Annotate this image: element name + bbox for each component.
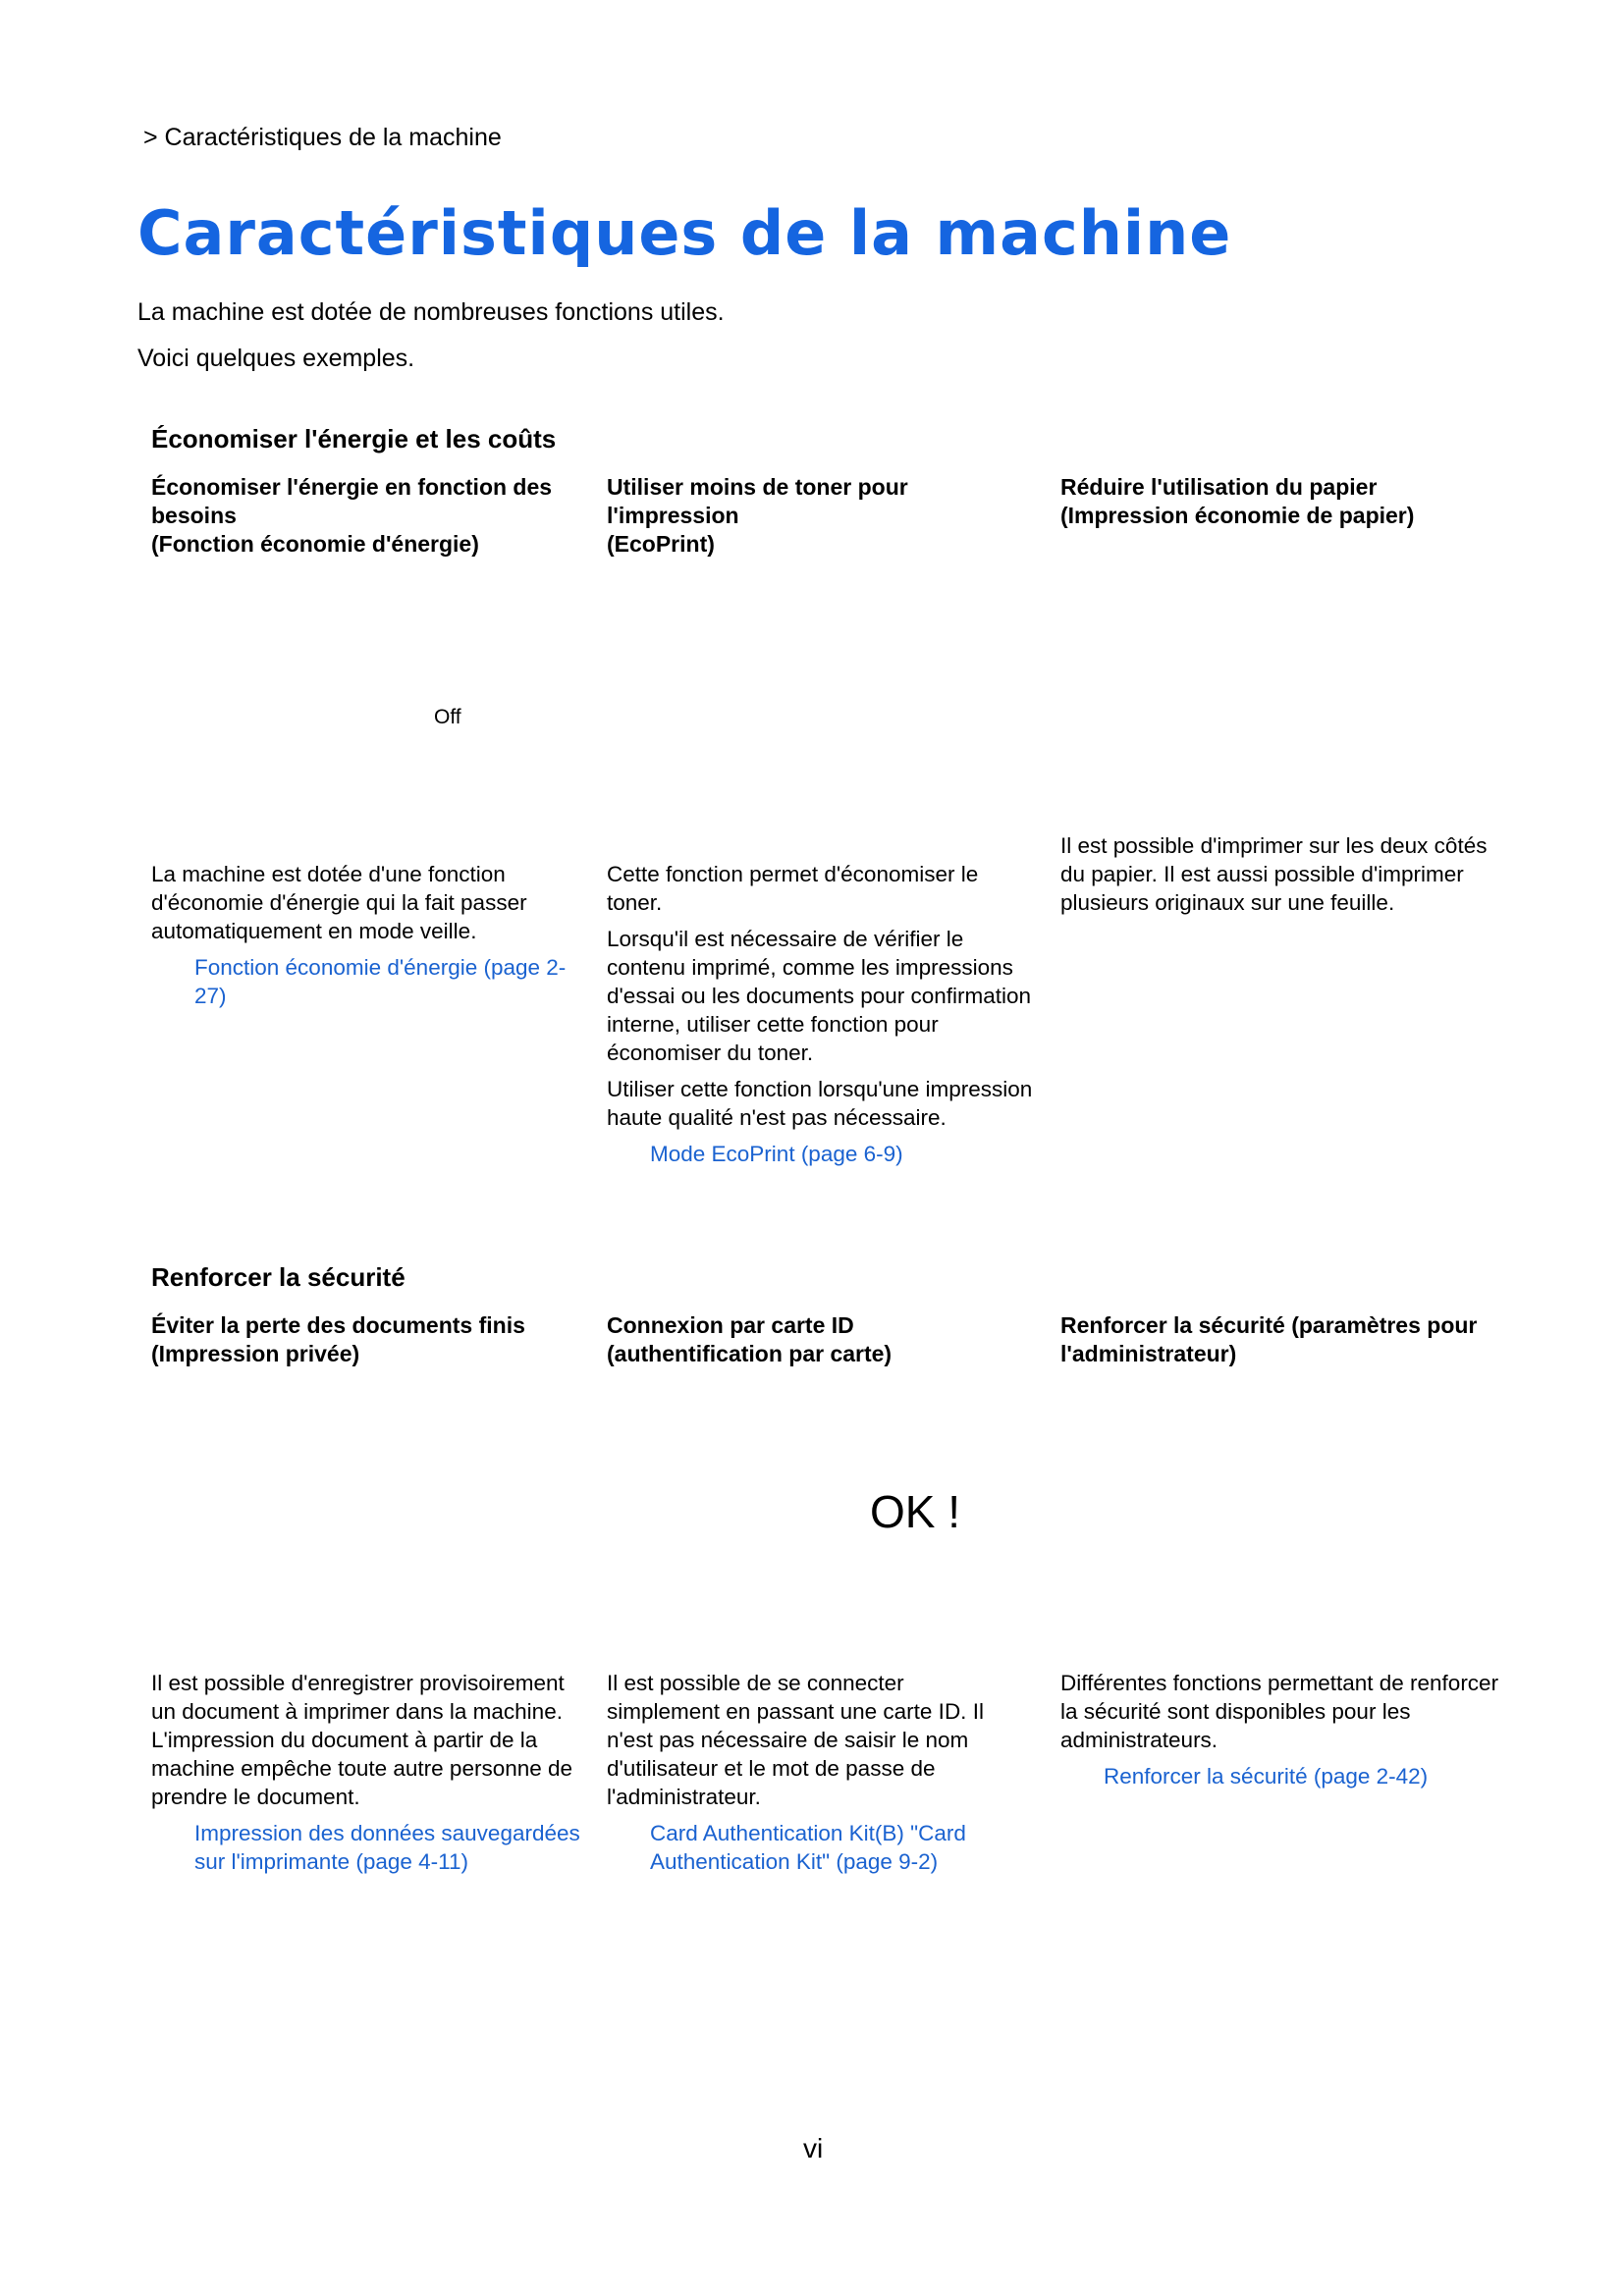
column-paragraph: La machine est dotée d'une fonction d'économie d'énergie qui la fait passer automatiquement en mode veille. xyxy=(151,862,527,943)
intro-line-2: Voici quelques exemples. xyxy=(137,345,415,372)
link-ecoprint-page[interactable]: Mode EcoPrint (page 6-9) xyxy=(650,1142,903,1166)
intro-line-1: La machine est dotée de nombreuses fonctions utiles. xyxy=(137,298,725,326)
column-card-login xyxy=(607,1311,1039,1368)
column-paragraph: Cette fonction permet d'économiser le toner. xyxy=(607,862,979,915)
column-admin-security-body xyxy=(1060,1669,1502,1790)
link-private-print-page[interactable]: Impression des données sauvegardées sur l'imprimante (page 4-11) xyxy=(194,1821,580,1874)
column-heading: Connexion par carte ID (authentification par carte) xyxy=(607,1312,893,1366)
page-title: Caractéristiques de la machine xyxy=(137,197,1232,269)
link-card-authentication-page[interactable]: Card Authentication Kit(B) "Card Authentication Kit" (page 9-2) xyxy=(650,1821,966,1874)
column-energy-saving xyxy=(151,473,583,559)
column-heading: Renforcer la sécurité (paramètres pour l'administrateur) xyxy=(1060,1312,1478,1366)
column-ecoprint xyxy=(607,473,1039,559)
column-paper-saving-body xyxy=(1060,831,1492,925)
column-ecoprint-body xyxy=(607,860,1039,1168)
column-private-print-body xyxy=(151,1669,583,1876)
column-paragraph: Différentes fonctions permettant de renforcer la sécurité sont disponibles pour les administrateurs. xyxy=(1060,1671,1499,1752)
page-number: vi xyxy=(803,2133,824,2163)
breadcrumb[interactable]: > Caractéristiques de la machine xyxy=(143,124,502,151)
link-admin-security-page[interactable]: Renforcer la sécurité (page 2-42) xyxy=(1104,1764,1429,1789)
illustration-label-off: Off xyxy=(434,706,461,728)
column-paper-saving xyxy=(1060,473,1492,530)
column-heading: Économiser l'énergie en fonction des besoins (Fonction économie d'énergie) xyxy=(151,474,553,557)
column-paragraph: Utiliser cette fonction lorsqu'une impression haute qualité n'est pas nécessaire. xyxy=(607,1077,1033,1130)
section-heading-security: Renforcer la sécurité xyxy=(151,1262,406,1292)
column-paragraph: Il est possible d'enregistrer provisoirement un document à imprimer dans la machine. L'impression du document à partir de la machine empêche toute autre personne de prendre le document. xyxy=(151,1671,573,1809)
column-admin-security xyxy=(1060,1311,1512,1368)
column-heading: Utiliser moins de toner pour l'impression (EcoPrint) xyxy=(607,474,908,557)
section-heading-energy: Économiser l'énergie et les coûts xyxy=(151,424,557,454)
column-paragraph: Il est possible d'imprimer sur les deux côtés du papier. Il est aussi possible d'imprimer plusieurs originaux sur une feuille. xyxy=(1060,833,1488,915)
column-private-print xyxy=(151,1311,583,1368)
link-energy-saving-page[interactable]: Fonction économie d'énergie (page 2-27) xyxy=(194,955,567,1008)
column-paragraph: Il est possible de se connecter simplement en passant une carte ID. Il n'est pas nécessaire de saisir le nom d'utilisateur et le mot de passe de l'administrateur. xyxy=(607,1671,984,1809)
column-heading: Éviter la perte des documents finis (Impression privée) xyxy=(151,1312,525,1366)
illustration-label-ok: OK ! xyxy=(870,1486,961,1537)
column-card-login-body xyxy=(607,1669,1019,1876)
column-paragraph: Lorsqu'il est nécessaire de vérifier le contenu imprimé, comme les impressions d'essai ou les documents pour confirmation interne, utiliser cette fonction pour économiser du toner. xyxy=(607,927,1032,1065)
column-energy-saving-body xyxy=(151,860,583,1010)
column-heading: Réduire l'utilisation du papier (Impression économie de papier) xyxy=(1060,474,1415,528)
